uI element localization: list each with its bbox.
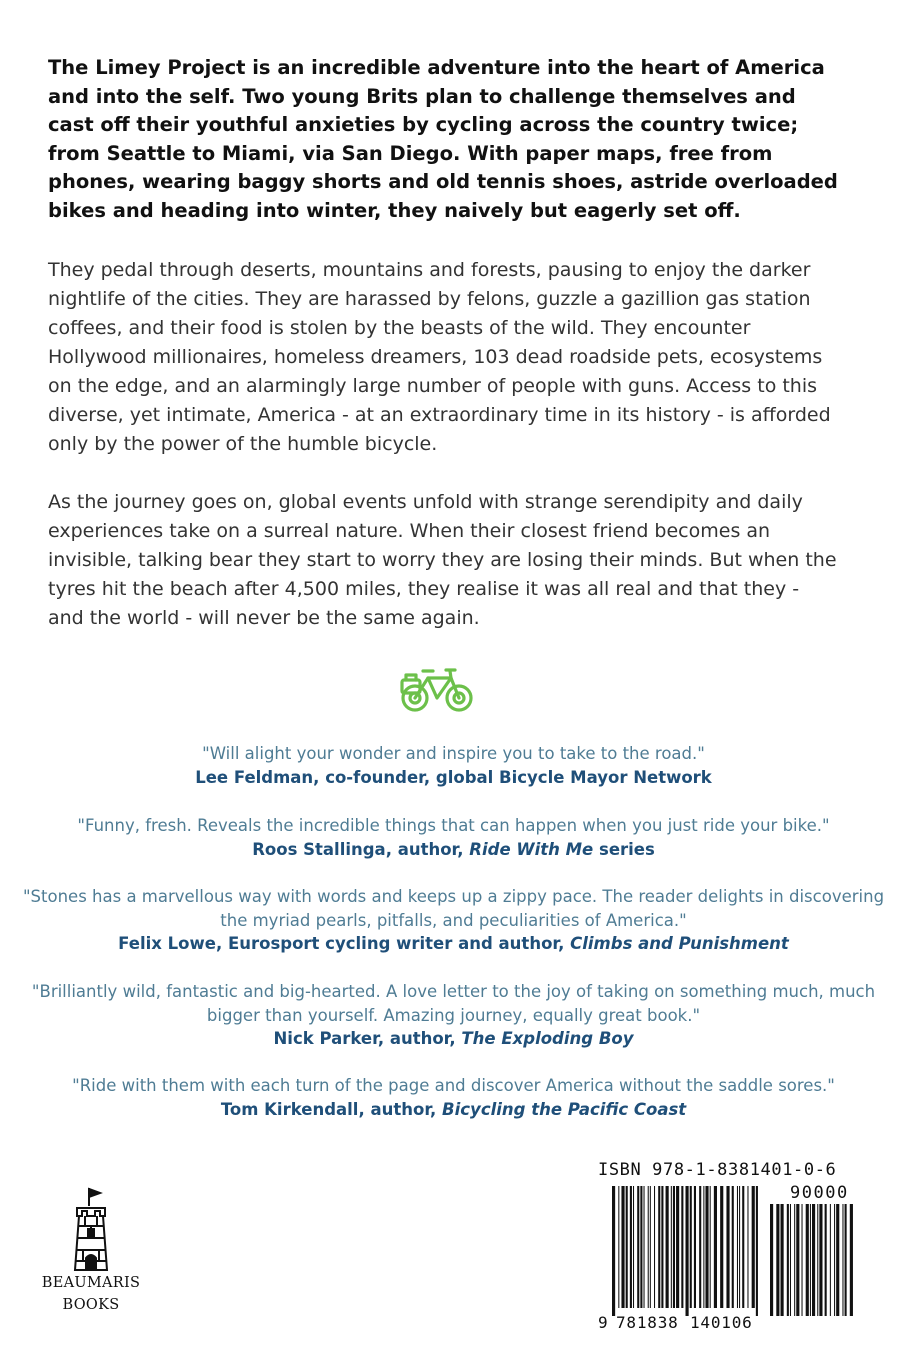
author-name: Roos Stallinga, author, [252,839,470,859]
barcode-bar [842,1204,843,1316]
barcode-bar [834,1204,835,1316]
barcode-bar [626,1186,628,1308]
barcode-bar [705,1186,708,1308]
barcode-bar [819,1204,822,1316]
bicycle-icon [398,664,476,714]
barcode-bar [726,1186,729,1308]
author-name: Tom Kirkendall, author, [220,1099,443,1119]
publisher-name-line-1: BEAUMARIS [41,1275,141,1291]
barcode-bar [802,1204,803,1316]
barcode-bar [699,1186,701,1308]
barcode-bar [836,1204,839,1316]
main-barcode-bars [612,1186,758,1316]
barcode-bar [666,1186,669,1308]
quote-author [20,1098,887,1122]
testimonial-2 [20,814,887,861]
book-title: Climbs and Punishment [570,934,789,953]
barcode-bar [633,1186,634,1308]
barcode-bar [742,1186,744,1308]
barcode-bar [661,1186,663,1308]
barcode-bar [752,1186,755,1308]
testimonial-3 [20,885,887,956]
barcode-bar [612,1186,615,1316]
quote-author [20,932,887,956]
barcode-bar [794,1204,795,1316]
barcode-bar [703,1186,704,1308]
addon-barcode-bars [770,1204,853,1316]
barcode-bar [737,1186,738,1308]
barcode-bar [747,1186,748,1308]
barcode-bar [806,1204,809,1316]
barcode-bar [787,1204,789,1316]
barcode-bar [648,1186,649,1308]
quote-text: "Brilliantly wild, fantastic and big-hearted. A love letter to the joy of taking on something much, much bigger than yourself. Amazing journey, equally great book." [31,982,876,1025]
barcode-bar [850,1204,853,1316]
barcode-bar [621,1186,624,1308]
publisher-name-line-2: BOOKS [62,1297,120,1313]
quote-text: "Ride with them with each turn of the page and discover America without the saddle sores." [72,1076,835,1095]
barcode-bar [796,1204,799,1316]
barcode-bar [673,1186,675,1308]
barcode-bar [650,1186,651,1308]
barcode-bar [710,1186,711,1308]
barcode-first-digit: 9 [598,1313,608,1332]
barcode-bar [676,1186,679,1308]
testimonial-4 [20,980,887,1051]
publisher-logo [36,1186,146,1326]
testimonial-5 [20,1074,887,1121]
body-paragraph-2: As the journey goes on, global events unfold with strange serendipity and daily experiences take on a surreal nature. When their closest friend becomes an invisible, talking bear they start to worry they are losing their minds. But when the tyres hit the beach after 4,500 miles, they realise it was all real and that they - and the world - will never be the same again. [48,491,837,629]
barcode-bar [770,1204,773,1316]
barcode-bar [790,1204,791,1316]
barcode-bar [658,1186,660,1308]
quote-text: "Will alight your wonder and inspire you to take to the road." [202,744,705,763]
barcode-bar [630,1186,632,1308]
author-name: Lee Feldman, co-founder, global Bicycle Mayor Network [195,767,712,787]
barcode-left-digits: 781838 [616,1313,679,1332]
body-paragraph-1: They pedal through deserts, mountains and forests, pausing to enjoy the darker nightlife of the cities. They are harassed by felons, guzzle a gazillion gas station coffees, and their food is stolen by the beasts of the wild. They encounter Hollywood millionaires, homeless dreamers, 103 dead roadside pets, ecosystems on the edge, and an alarmingly large number of people with guns. Access to this diverse, yet intimate, America - at an extraordinary time in its history - is afforded only by the power of the humble bicycle. [48,259,831,455]
barcode-bar [640,1186,642,1308]
testimonial-1 [20,742,887,789]
book-title: Bicycling the Pacific Coast [442,1099,687,1119]
quote-author [20,766,887,790]
barcode-bar [732,1186,734,1308]
barcode-bar [694,1186,696,1308]
book-title: Ride With Me [469,839,594,859]
castle-tower-icon [69,1186,113,1272]
barcode-bar [776,1204,779,1316]
barcode-bar [845,1204,847,1316]
quote-text: "Funny, fresh. Reveals the incredible things that can happen when you just ride your bike." [77,816,830,835]
addon-digits: 90000 [790,1183,849,1203]
author-name: Felix Lowe, Eurosport cycling writer and author, [118,934,571,953]
quote-author [20,838,887,862]
isbn-label: ISBN 978-1-8381401-0-6 [598,1160,837,1180]
barcode-bar [714,1186,717,1308]
title-suffix: series [593,839,655,859]
barcode [598,1182,856,1332]
barcode-bar [644,1186,645,1308]
barcode-bar [812,1204,815,1316]
barcode-bar [781,1204,784,1316]
barcode-bar [690,1186,692,1308]
barcode-bar [637,1186,639,1308]
barcode-bar [810,1204,811,1316]
barcode-bar [830,1204,831,1316]
barcode-bar [825,1204,827,1316]
barcode-bar [681,1186,683,1308]
barcode-bar [618,1186,619,1308]
intro-paragraph: The Limey Project is an incredible adventure into the heart of America and into the self. Two young Brits plan to challenge themselves and cast off their youthful anxieties by cycling across the country twice; from Seattle to Miami, via San Diego. With paper maps, free from phones, wearing baggy shorts and old tennis shoes, astride overloaded bikes and heading into winter, they naively but eagerly set off. [48,56,838,222]
barcode-right-digits: 140106 [690,1313,753,1332]
barcode-bar [671,1186,672,1308]
book-title: The Exploding Boy [461,1029,634,1048]
author-name: Nick Parker, author, [273,1029,462,1048]
barcode-bar [720,1186,723,1308]
barcode-bar [686,1186,689,1316]
quote-author [20,1027,887,1051]
barcode-bar [654,1186,655,1308]
barcode-bar [756,1186,758,1316]
barcode-bar [817,1204,818,1316]
barcode-bar [739,1186,740,1308]
quote-text: "Stones has a marvellous way with words and keeps up a zippy pace. The reader delights in discovering the myriad pearls, pitfalls, and peculiarities of America." [22,887,885,930]
